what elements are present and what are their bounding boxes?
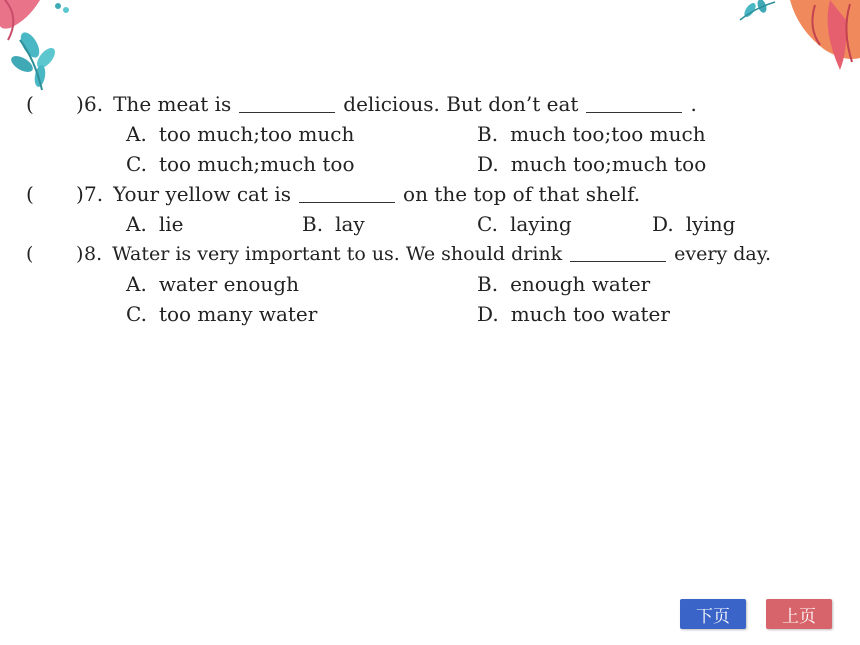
question-7-stem: [26, 182, 640, 206]
question-number: 8.: [84, 243, 103, 265]
answer-bracket-open: (: [26, 182, 34, 206]
option-c: C. too much;much too: [126, 152, 355, 176]
option-d: D. much too;much too: [477, 152, 707, 176]
answer-blank: [570, 243, 666, 262]
leaf-decoration-top-right-icon: [730, 0, 860, 75]
answer-blank: [586, 94, 682, 113]
answer-bracket-open: (: [26, 243, 34, 265]
answer-bracket-close: ): [76, 243, 84, 265]
option-b: B. enough water: [477, 272, 651, 296]
stem-text: .: [690, 92, 697, 116]
option-d: D. lying: [652, 212, 736, 236]
next-page-button[interactable]: 下页: [680, 599, 746, 629]
answer-bracket-open: (: [26, 92, 34, 116]
previous-page-button[interactable]: 上页: [766, 599, 832, 629]
stem-text: on the top of that shelf.: [403, 182, 641, 206]
answer-bracket-close: ): [76, 182, 84, 206]
question-8-stem: [26, 242, 771, 266]
answer-bracket-close: ): [76, 92, 84, 116]
stem-text: delicious. But don’t eat: [343, 92, 579, 116]
option-b: B. much too;too much: [477, 122, 706, 146]
option-b: B. lay: [302, 212, 365, 236]
option-a: A. water enough: [126, 272, 299, 296]
question-number: 7.: [84, 182, 104, 206]
answer-blank: [239, 94, 335, 113]
stem-text: Water is very important to us. We should drink: [112, 243, 563, 265]
option-a: A. lie: [126, 212, 184, 236]
option-a: A. too much;too much: [126, 122, 355, 146]
question-6-stem: [26, 92, 697, 116]
option-c: C. laying: [477, 212, 572, 236]
stem-text: every day.: [674, 243, 771, 265]
stem-text: Your yellow cat is: [113, 182, 292, 206]
answer-blank: [299, 184, 395, 203]
option-d: D. much too water: [477, 302, 670, 326]
stem-text: The meat is: [113, 92, 232, 116]
question-number: 6.: [84, 92, 104, 116]
option-c: C. too many water: [126, 302, 318, 326]
leaf-decoration-top-left-icon: [0, 0, 90, 95]
